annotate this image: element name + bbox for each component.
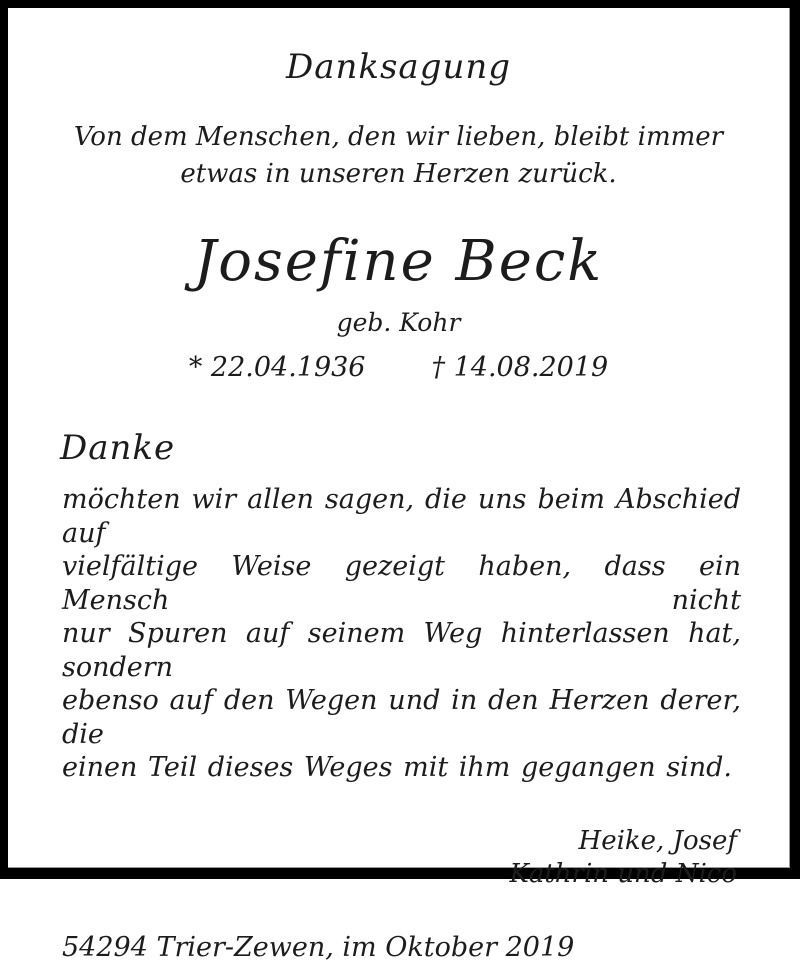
body-line: vielfältige Weise gezeigt haben, dass ein Mensch nicht (62, 551, 741, 616)
body-line: möchten wir allen sagen, die uns beim Abschied auf (62, 484, 741, 549)
signature-line-2: Kathrin und Nico (509, 858, 737, 889)
body-line: ebenso auf den Wegen und in den Herzen derer, die (62, 685, 741, 750)
body-line: nur Spuren auf seinem Weg hinterlassen hat, sondern (62, 618, 741, 683)
deceased-name: Josefine Beck (193, 229, 604, 294)
notice-title: Danksagung (285, 47, 512, 87)
life-dates (8, 351, 789, 385)
body-line: einen Teil dieses Weges mit ihm gegangen sind. (62, 752, 732, 783)
obituary-sheet (8, 8, 790, 963)
maiden-name: geb. Kohr (336, 308, 461, 337)
birth-date: * 22.04.1936 (188, 352, 366, 383)
place-date: 54294 Trier-Zewen, im Oktober 2019 (62, 931, 575, 963)
thanks-heading: Danke (60, 428, 176, 468)
epigraph-line-2: etwas in unseren Herzen zurück. (180, 159, 617, 189)
death-date: † 14.08.2019 (431, 352, 609, 383)
epigraph-line-1: Von dem Menschen, den wir lieben, bleibt immer (73, 122, 724, 152)
signature-line-1: Heike, Josef (578, 825, 737, 856)
thanks-body (62, 483, 741, 785)
epigraph (28, 119, 769, 193)
signatures (8, 825, 737, 891)
